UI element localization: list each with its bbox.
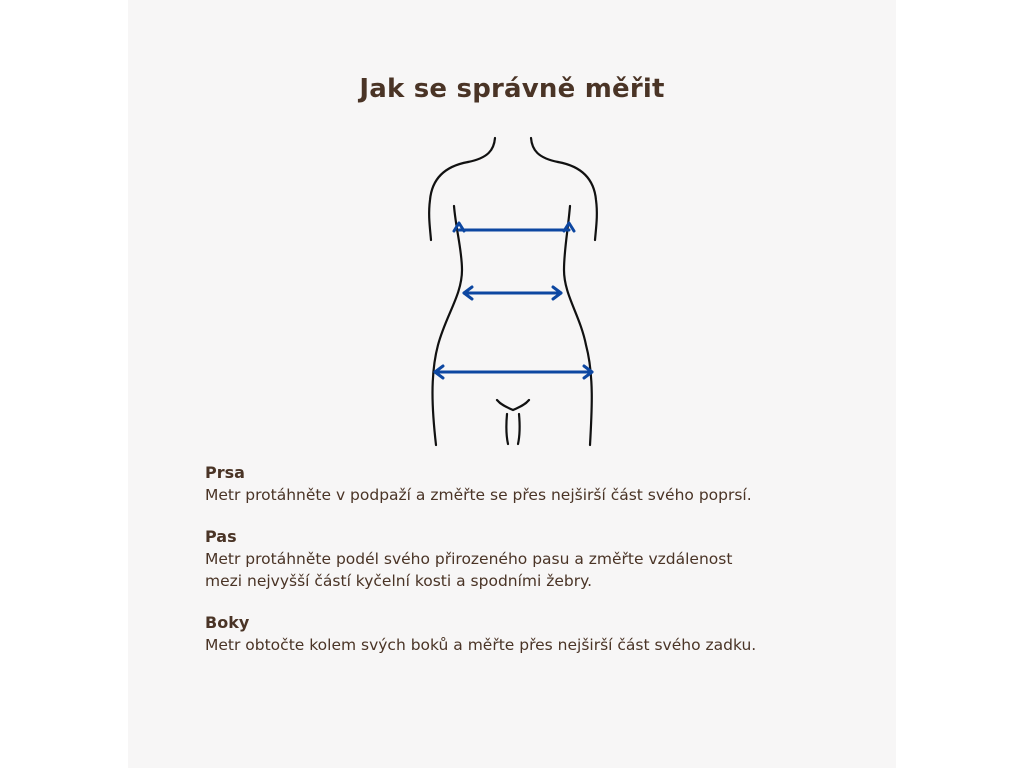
hips-section <box>205 612 845 656</box>
measurement-instructions <box>205 462 845 656</box>
waist-section <box>205 526 845 592</box>
hip-measure-arrow <box>435 366 592 378</box>
bust-title: Prsa <box>205 463 245 482</box>
body-silhouette-icon <box>418 130 608 450</box>
waist-measure-arrow <box>464 287 561 299</box>
waist-title: Pas <box>205 527 237 546</box>
bust-section <box>205 462 845 506</box>
waist-text-line1: Metr protáhněte podél svého přirozeného pasu a změřte vzdálenost <box>205 550 733 568</box>
measurement-guide-card <box>128 0 896 768</box>
bust-text: Metr protáhněte v podpaží a změřte se přes nejširší část svého poprsí. <box>205 486 752 504</box>
page-title: Jak se správně měřit <box>359 74 665 104</box>
bust-measure-arrow <box>454 223 574 231</box>
waist-text-line2: mezi nejvyšší částí kyčelní kosti a spodními žebry. <box>205 572 593 590</box>
hips-text: Metr obtočte kolem svých boků a měřte přes nejširší část svého zadku. <box>205 636 757 654</box>
hips-title: Boky <box>205 613 250 632</box>
